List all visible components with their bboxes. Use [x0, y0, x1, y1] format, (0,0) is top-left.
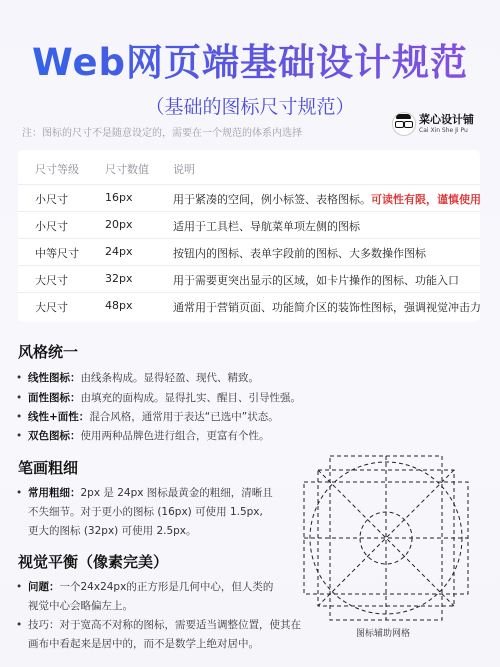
list-item-continued: 视觉中心会略偏左上。: [28, 600, 133, 612]
table-row: [18, 184, 480, 212]
header-size-level: 尺寸等级: [35, 163, 79, 176]
row-size: 20px: [105, 218, 133, 231]
row-description: 按钮内的图标、表单字段前的图标、大多数操作图标: [173, 247, 426, 260]
row-level: 大尺寸: [35, 301, 68, 314]
list-item-continued: 更大的图标 (32px) 可使用 2.5px。: [28, 525, 197, 537]
row-size: 32px: [105, 272, 133, 285]
page-subtitle: （基础的图标尺寸规范）: [145, 96, 355, 118]
table-row: [18, 265, 480, 293]
row-level: 小尺寸: [35, 193, 68, 206]
icon-keyline-grid-figure: [296, 448, 476, 628]
row-description: 通常用于营销页面、功能简介区的装饰性图标，强调视觉冲击力: [173, 301, 481, 314]
row-size: 24px: [105, 245, 133, 258]
size-note: 注：图标的尺寸不是随意设定的，需要在一个规范的体系内选择: [22, 128, 302, 139]
row-level: 大尺寸: [35, 274, 68, 287]
header-description: 说明: [173, 163, 195, 176]
row-level: 小尺寸: [35, 220, 68, 233]
list-item: • 线性图标：由线条构成。显得轻盈、现代、精致。: [16, 372, 259, 384]
list-item-continued: 不失细节。对于更小的图标 (16px) 可使用 1.5px,: [28, 506, 263, 518]
balance-heading: 视觉平衡（像素完美）: [18, 553, 169, 571]
table-row: [18, 211, 480, 239]
list-item: • 常用粗细：2px 是 24px 图标最黄金的粗细，清晰且: [16, 487, 273, 499]
header-size-value: 尺寸数值: [105, 163, 149, 176]
list-item-continued: 画布中看起来是居中的，而不是数学上绝对居中。: [28, 638, 259, 650]
list-item: • 面性图标：由填充的面构成。显得扎实、醒目、引导性强。: [16, 392, 301, 404]
brand-subtitle: Cai Xin She Ji Pu: [419, 127, 468, 134]
list-item: • 问题：一个24x24px的正方形是几何中心，但人类的: [16, 581, 274, 593]
row-description-text: 用于紧凑的空间，例小标签、表格图标。: [173, 193, 371, 206]
icon-size-table: [18, 150, 480, 322]
page-title: Web网页端基础设计规范: [0, 32, 500, 86]
row-description: [173, 191, 481, 207]
list-item: • 线性+面性：混合风格，通常用于表达“已选中”状态。: [16, 411, 279, 423]
list-item: • 双色图标：使用两种品牌色进行组合，更富有个性。: [16, 430, 270, 442]
table-row: [18, 238, 480, 266]
list-item: • 技巧：对于宽高不对称的图标，需要适当调整位置，使其在: [16, 619, 301, 631]
row-size: 16px: [105, 191, 133, 204]
stroke-heading: 笔画粗细: [18, 459, 79, 477]
row-description: 用于需要更突出显示的区域，如卡片操作的图标、功能入口: [173, 274, 459, 287]
brand-badge: [392, 110, 492, 140]
row-warning: 可读性有限，谨慎使用: [371, 193, 481, 206]
table-row: [18, 292, 480, 320]
figure-caption: 图标辅助网格: [356, 629, 411, 639]
row-description: 适用于工具栏、导航菜单项左侧的图标: [173, 220, 360, 233]
table-header: [18, 150, 480, 184]
row-level: 中等尺寸: [35, 247, 79, 260]
style-heading: 风格统一: [18, 343, 79, 361]
brand-name: 菜心设计铺: [419, 113, 474, 126]
row-size: 48px: [105, 299, 133, 312]
brand-avatar-icon: [392, 112, 416, 136]
